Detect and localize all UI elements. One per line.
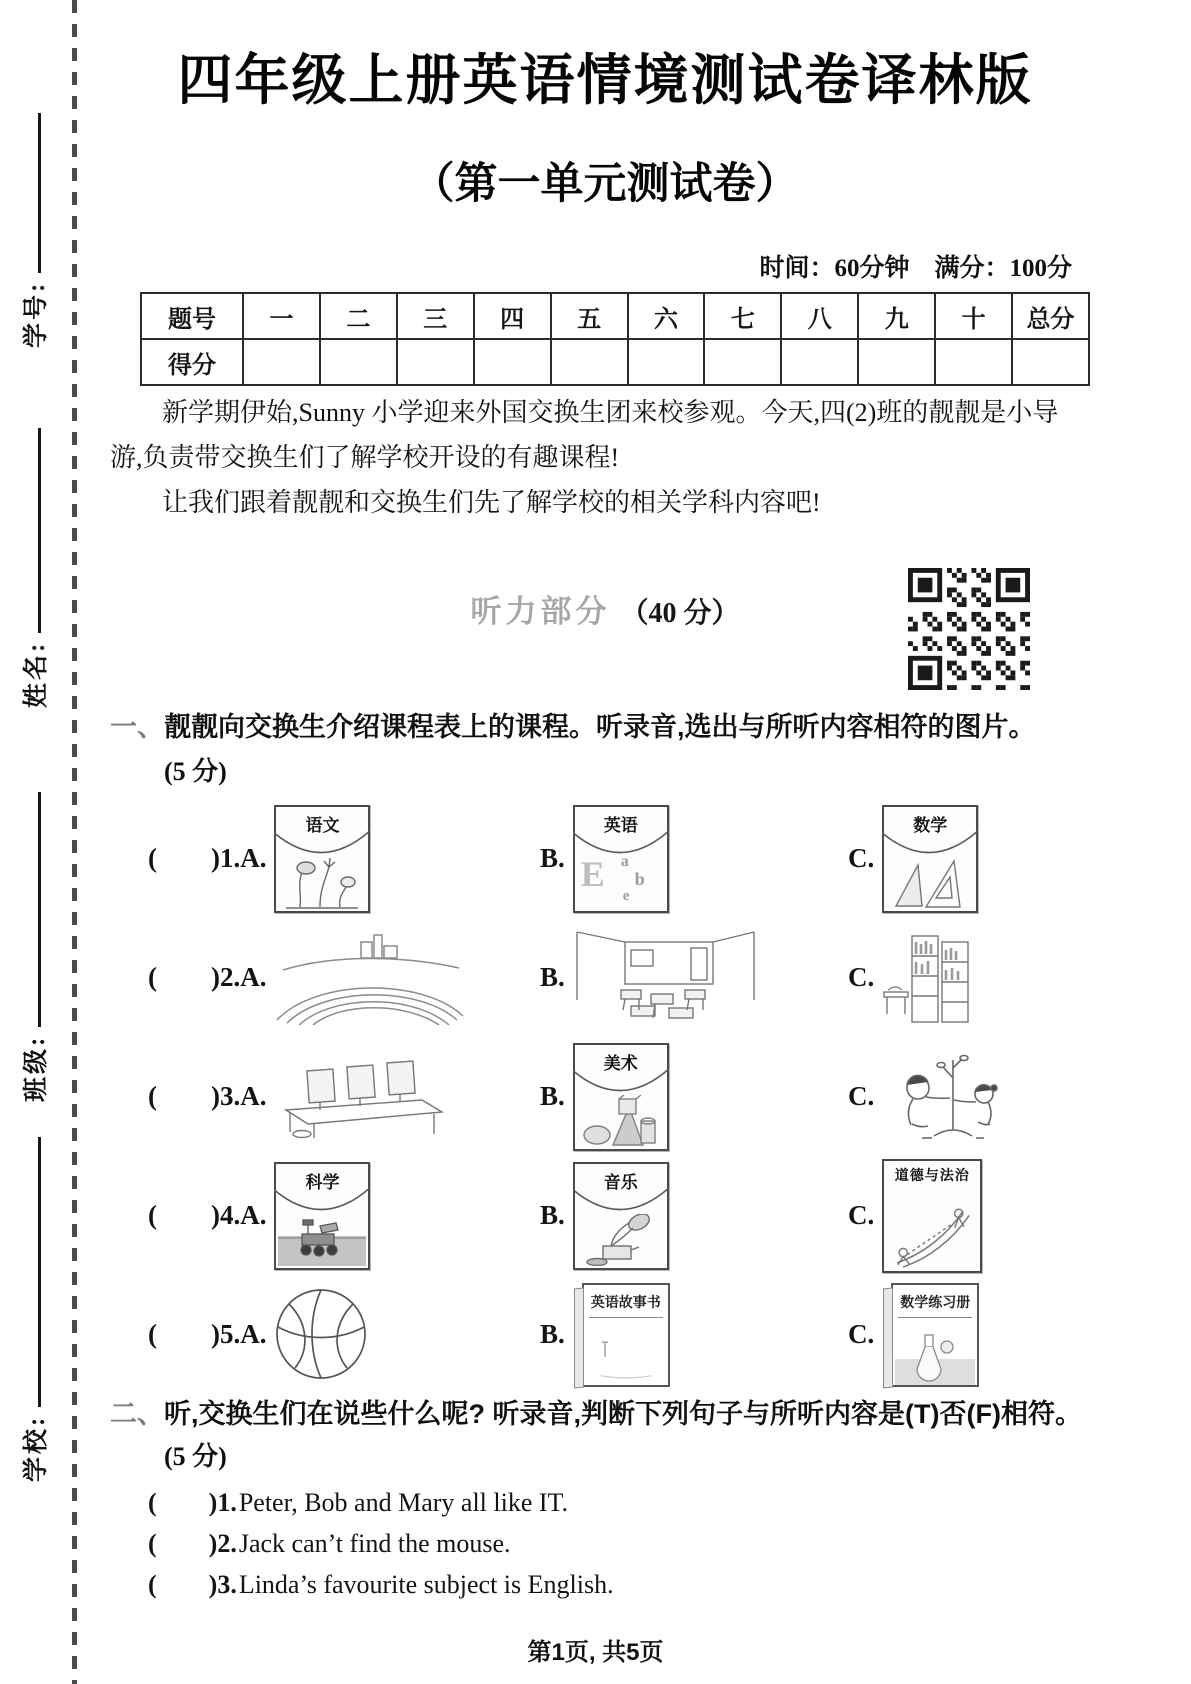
book-title-label: 美术	[603, 1053, 638, 1073]
score-table-header-cell: 三	[397, 293, 474, 339]
book-title-label: 音乐	[603, 1172, 638, 1192]
option-letter: C.	[848, 962, 875, 992]
score-table-header-row	[141, 293, 1089, 339]
option-b	[540, 1162, 848, 1270]
item-number: 5.	[219, 1319, 241, 1349]
option-c	[848, 1159, 1100, 1273]
math-textbook-image	[882, 805, 978, 913]
answer-blank[interactable]: ( )	[148, 1319, 220, 1349]
option-c	[848, 1283, 1100, 1387]
option-c	[848, 930, 1100, 1025]
answer-blank[interactable]: ( )	[148, 1529, 218, 1558]
option-letter: C.	[848, 843, 875, 873]
time-score-info: 时间：60分钟 满分：100分	[759, 255, 1072, 282]
morality-law-textbook-image	[882, 1159, 982, 1273]
art-textbook-image	[573, 1043, 669, 1151]
page-subtitle: （第一单元测试卷）	[411, 160, 799, 208]
sidebar-field-label: 学号:	[23, 280, 50, 348]
computer-room-image	[274, 1054, 449, 1139]
book-title-label: 语文	[305, 815, 340, 835]
score-table-label: 题号	[141, 293, 243, 339]
option-a	[148, 1287, 540, 1382]
option-b	[540, 1283, 848, 1387]
item-number: 4.	[219, 1200, 241, 1230]
science-textbook-image	[274, 1162, 370, 1270]
fill-in-line[interactable]	[28, 792, 41, 1027]
option-letter: A.	[240, 962, 267, 992]
score-table-empty-cell	[397, 339, 474, 385]
classroom-image	[573, 930, 758, 1025]
item-number: 2.	[219, 962, 241, 992]
chinese-textbook-image	[274, 805, 370, 913]
sentence-text: Peter, Bob and Mary all like IT.	[238, 1488, 568, 1517]
option-letter: B.	[540, 962, 565, 992]
library-image	[882, 930, 974, 1025]
question-1-score: (5 分)	[164, 757, 227, 786]
score-table-header-cell: 一	[243, 293, 320, 339]
option-letter: B.	[540, 1319, 565, 1349]
basketball-image	[274, 1287, 369, 1382]
score-table-empty-cell	[1012, 339, 1089, 385]
option-letter: C.	[848, 1319, 875, 1349]
option-letter: C.	[848, 1200, 875, 1230]
option-a	[148, 1054, 540, 1139]
main-content	[110, 0, 1100, 1684]
sidebar-field-class	[16, 792, 52, 1102]
question-1-item-2	[110, 918, 1100, 1037]
intro-paragraph-1: 新学期伊始,Sunny 小学迎来外国交换生团来校参观。今天,四(2)班的靓靓是小导游,负责带交换生们了解学校开设的有趣课程!	[110, 398, 1059, 472]
score-table-empty-cell	[935, 339, 1012, 385]
sidebar-field-student-name	[16, 428, 52, 708]
score-table-empty-cell	[858, 339, 935, 385]
option-letter: C.	[848, 1081, 875, 1111]
item-number: 2.	[217, 1529, 237, 1558]
math-workbook-image	[882, 1283, 979, 1387]
option-letter: A.	[240, 843, 267, 873]
sidebar-field-label: 姓名:	[23, 640, 50, 708]
dashed-divider	[72, 0, 77, 1684]
item-number: 3.	[217, 1570, 237, 1599]
book-title-label: 数学练习册	[898, 1292, 972, 1318]
option-a	[148, 805, 540, 913]
option-letter: A.	[240, 1200, 267, 1230]
option-letter: B.	[540, 843, 565, 873]
fill-in-line[interactable]	[28, 1137, 41, 1407]
option-b	[540, 930, 848, 1025]
sidebar-field-label: 学校:	[23, 1414, 50, 1482]
question-1-number: 一、	[110, 712, 164, 742]
item-number: 1.	[217, 1488, 237, 1517]
qr-code	[908, 568, 1030, 690]
option-b	[540, 805, 848, 913]
sidebar-field-school	[16, 1137, 52, 1482]
question-1-prompt: 靓靓向交换生介绍课程表上的课程。听录音,选出与所听内容相符的图片。	[164, 712, 1036, 742]
answer-blank[interactable]: ( )	[148, 843, 220, 873]
intro-text	[110, 390, 1090, 525]
fill-in-line[interactable]	[28, 113, 41, 273]
score-table-label: 得分	[141, 339, 243, 385]
option-letter: A.	[240, 1081, 267, 1111]
score-table-header-cell: 四	[474, 293, 551, 339]
option-b	[540, 1043, 848, 1151]
score-table-empty-cell	[781, 339, 858, 385]
option-c	[848, 805, 1100, 913]
listening-section-score: （40 分）	[620, 598, 740, 629]
score-table-header-cell: 七	[704, 293, 781, 339]
intro-paragraph-2: 让我们跟着靓靓和交换生们先了解学校的相关学科内容吧!	[162, 488, 821, 517]
option-letter: A.	[240, 1319, 267, 1349]
book-title-label: 英语	[603, 815, 638, 835]
playground-track-image	[274, 930, 466, 1025]
question-2-score: (5 分)	[164, 1442, 227, 1471]
option-a	[148, 930, 540, 1025]
option-c	[848, 1052, 1100, 1142]
sentence-text: Jack can’t find the mouse.	[238, 1529, 511, 1558]
question-2-sentence-3	[110, 1564, 1100, 1605]
score-table-empty-cell	[551, 339, 628, 385]
question-2-number: 二、	[110, 1399, 164, 1429]
question-2-sentence-2	[110, 1523, 1100, 1564]
question-2-sentence-1	[110, 1482, 1100, 1523]
answer-blank[interactable]: ( )	[148, 1570, 218, 1599]
answer-blank[interactable]: ( )	[148, 1200, 220, 1230]
score-table-header-cell: 八	[781, 293, 858, 339]
question-1-rows	[110, 799, 1100, 1394]
english-textbook-image: 英语 E a b e	[573, 805, 669, 913]
score-table-empty-cell	[243, 339, 320, 385]
score-table-score-row	[141, 339, 1089, 385]
question-1-item-3	[110, 1037, 1100, 1156]
item-number: 3.	[219, 1081, 241, 1111]
fill-in-line[interactable]	[28, 428, 41, 633]
score-table-header-cell: 十	[935, 293, 1012, 339]
question-1-item-4	[110, 1156, 1100, 1275]
book-title-label: 数学	[913, 815, 948, 835]
listening-section-header	[110, 572, 1100, 694]
music-textbook-image	[573, 1162, 669, 1270]
answer-blank[interactable]: ( )	[148, 962, 220, 992]
score-table-header-cell: 九	[858, 293, 935, 339]
sentence-text: Linda’s favourite subject is English.	[238, 1570, 614, 1599]
score-table-empty-cell	[320, 339, 397, 385]
score-table-empty-cell	[628, 339, 705, 385]
book-title-label: 英语故事书	[589, 1292, 663, 1318]
question-2-prompt: 听,交换生们在说些什么呢? 听录音,判断下列句子与所听内容是(T)否(F)相符。	[164, 1399, 1082, 1429]
page-title: 四年级上册英语情境测试卷译林版	[177, 49, 1033, 111]
book-title-label: 科学	[305, 1172, 340, 1192]
question-1-section	[110, 706, 1100, 1394]
question-2-header	[110, 1393, 1100, 1478]
score-table	[140, 292, 1090, 386]
book-title-label: 道德与法治	[894, 1166, 970, 1183]
listening-section-title: 听力部分	[470, 594, 611, 629]
score-table-empty-cell	[704, 339, 781, 385]
answer-blank[interactable]: ( )	[148, 1488, 218, 1517]
question-1-item-1	[110, 799, 1100, 918]
question-2-sentences	[110, 1482, 1100, 1605]
question-1-item-5	[110, 1275, 1100, 1394]
answer-blank[interactable]: ( )	[148, 1081, 220, 1111]
score-table-empty-cell	[474, 339, 551, 385]
sidebar-field-student-id	[16, 113, 52, 348]
english-storybook-image	[573, 1283, 670, 1387]
score-table-header-cell: 总分	[1012, 293, 1089, 339]
option-letter: B.	[540, 1081, 565, 1111]
question-2-section	[110, 1393, 1100, 1605]
score-table-header-cell: 六	[628, 293, 705, 339]
tree-planting-image	[882, 1052, 1022, 1142]
option-letter: B.	[540, 1200, 565, 1230]
item-number: 1.	[219, 843, 241, 873]
question-1-header	[110, 706, 1100, 793]
option-a	[148, 1162, 540, 1270]
sidebar-field-label: 班级:	[23, 1034, 50, 1102]
page-number: 第1页, 共5页	[527, 1639, 664, 1666]
score-table-header-cell: 五	[551, 293, 628, 339]
score-table-header-cell: 二	[320, 293, 397, 339]
